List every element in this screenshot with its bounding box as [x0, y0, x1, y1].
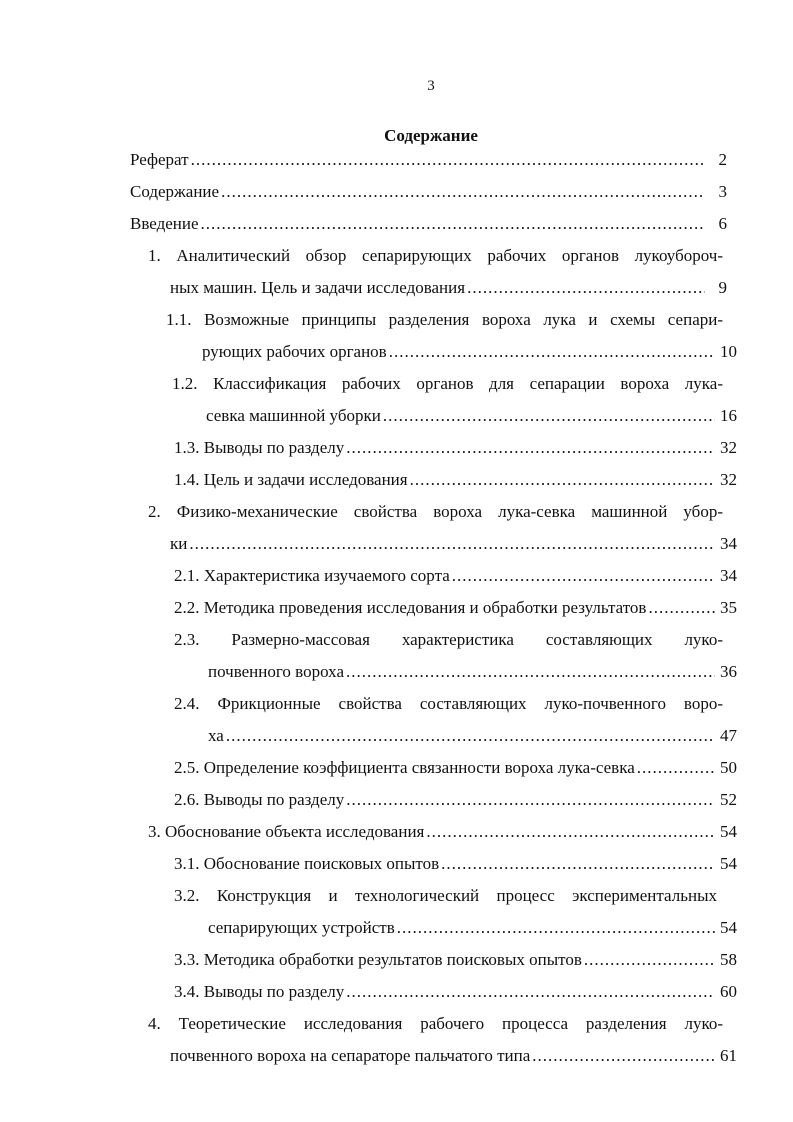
toc-entry-page: 54 — [720, 854, 737, 873]
toc-entry-text: 3. Обоснование объекта исследования — [148, 822, 425, 841]
toc-entry-page: 6 — [718, 214, 727, 233]
toc-entry-page: 34 — [720, 534, 737, 553]
toc-entry-text: 2.2. Методика проведения исследования и обработки результатов — [174, 598, 647, 617]
toc-entry-1-1 — [202, 340, 737, 364]
toc-entry-referat — [130, 148, 727, 172]
toc-entry-2-3 — [208, 660, 737, 684]
toc-entry-4-line1: 4. Теоретические исследования рабочего процесса разделения луко- — [148, 1014, 723, 1033]
toc-leader-dots — [467, 276, 705, 300]
toc-entry-text: севка машинной уборки — [206, 406, 381, 425]
toc-entry-text: 2.1. Характеристика изучаемого сорта — [174, 566, 450, 585]
toc-leader-dots — [346, 788, 715, 812]
toc-leader-dots — [346, 980, 715, 1004]
toc-entry-1-3 — [174, 436, 737, 460]
toc-entry-text: ки — [170, 534, 188, 553]
toc-leader-dots — [637, 756, 715, 780]
toc-entry-2-4-line1: 2.4. Фрикционные свойства составляющих луко-почвенного воро- — [174, 694, 723, 713]
toc-entry-2-2 — [174, 596, 737, 620]
toc-entry-page: 3 — [718, 182, 727, 201]
toc-leader-dots — [389, 340, 715, 364]
toc-entry-text: Введение — [130, 214, 199, 233]
toc-entry-1-line1: 1. Аналитический обзор сепарирующих рабочих органов лукоубороч- — [148, 246, 723, 265]
toc-leader-dots — [191, 148, 705, 172]
toc-leader-dots — [441, 852, 715, 876]
toc-entry-2-6 — [174, 788, 737, 812]
toc-entry-2-3-line1: 2.3. Размерно-массовая характеристика составляющих луко- — [174, 630, 723, 649]
toc-entry-page: 50 — [720, 758, 737, 777]
toc-entry-1-1-line1: 1.1. Возможные принципы разделения вороха лука и схемы сепари- — [166, 310, 723, 329]
toc-entry-2-line1: 2. Физико-механические свойства вороха лука-севка машинной убор- — [148, 502, 723, 521]
toc-entry-2-5 — [174, 756, 737, 780]
toc-entry-1-2 — [206, 404, 737, 428]
toc-entry-page: 32 — [720, 470, 737, 489]
toc-entry-3-3 — [174, 948, 737, 972]
toc-entry-text: сепарирующих устройств — [208, 918, 395, 937]
toc-entry-3-4 — [174, 980, 737, 1004]
toc-entry-page: 58 — [720, 950, 737, 969]
toc-leader-dots — [584, 948, 715, 972]
toc-entry-page: 10 — [720, 342, 737, 361]
toc-entry-page: 35 — [720, 598, 737, 617]
toc-entry-text: 1.3. Выводы по разделу — [174, 438, 345, 457]
toc-entry-text: 2.6. Выводы по разделу — [174, 790, 345, 809]
toc-entry-3-2-line1: 3.2. Конструкция и технологический процесс экспериментальных — [174, 886, 717, 905]
toc-leader-dots — [221, 180, 705, 204]
toc-entry-contents — [130, 180, 727, 204]
toc-leader-dots — [383, 404, 715, 428]
toc-entry-page: 36 — [720, 662, 737, 681]
toc-entry-page: 2 — [718, 150, 727, 169]
toc-entry-text: рующих рабочих органов — [202, 342, 387, 361]
toc-entry-3-2 — [208, 916, 737, 940]
toc-leader-dots — [452, 564, 715, 588]
toc-leader-dots — [648, 596, 715, 620]
toc-entry-text: почвенного вороха на сепараторе пальчатого типа — [170, 1046, 531, 1065]
toc-leader-dots — [226, 724, 715, 748]
toc-entry-page: 54 — [720, 822, 737, 841]
toc-entry-page: 9 — [718, 278, 727, 297]
toc-entry-2-1 — [174, 564, 737, 588]
toc-entry-page: 16 — [720, 406, 737, 425]
toc-entry-text: ных машин. Цель и задачи исследования — [170, 278, 466, 297]
toc-entry-text: 2.5. Определение коэффициента связанности вороха лука-севка — [174, 758, 635, 777]
toc-leader-dots — [346, 660, 715, 684]
toc-leader-dots — [532, 1044, 715, 1068]
toc-leader-dots — [346, 436, 715, 460]
toc-entry-text: 3.1. Обоснование поисковых опытов — [174, 854, 440, 873]
toc-entry-text: Содержание — [130, 182, 220, 201]
toc-entry-text: 1.4. Цель и задачи исследования — [174, 470, 408, 489]
toc-leader-dots — [426, 820, 715, 844]
toc-entry-page: 32 — [720, 438, 737, 457]
toc-entry-text: почвенного вороха — [208, 662, 344, 681]
toc-entry-text: 3.3. Методика обработки результатов поисковых опытов — [174, 950, 582, 969]
toc-entry-2 — [170, 532, 737, 556]
toc-entry-page: 34 — [720, 566, 737, 585]
toc-entry-page: 47 — [720, 726, 737, 745]
toc-entry-text: 3.4. Выводы по разделу — [174, 982, 345, 1001]
toc-entry-3-1 — [174, 852, 737, 876]
toc-leader-dots — [397, 916, 715, 940]
page-number: 3 — [427, 78, 435, 94]
toc-entry-page: 54 — [720, 918, 737, 937]
toc-entry-text: ха — [208, 726, 224, 745]
toc-entry-2-4 — [208, 724, 737, 748]
toc-entry-text: Реферат — [130, 150, 189, 169]
toc-entry-page: 61 — [720, 1046, 737, 1065]
toc-entry-3 — [148, 820, 737, 844]
toc-entry-1 — [170, 276, 727, 300]
toc-leader-dots — [201, 212, 705, 236]
toc-leader-dots — [410, 468, 715, 492]
toc-entry-introduction — [130, 212, 727, 236]
toc-leader-dots — [189, 532, 715, 556]
toc-title: Содержание — [384, 126, 478, 145]
toc-entry-page: 52 — [720, 790, 737, 809]
toc-entry-1-4 — [174, 468, 737, 492]
toc-entry-1-2-line1: 1.2. Классификация рабочих органов для сепарации вороха лука- — [172, 374, 723, 393]
toc-entry-4 — [170, 1044, 737, 1068]
toc-entry-page: 60 — [720, 982, 737, 1001]
